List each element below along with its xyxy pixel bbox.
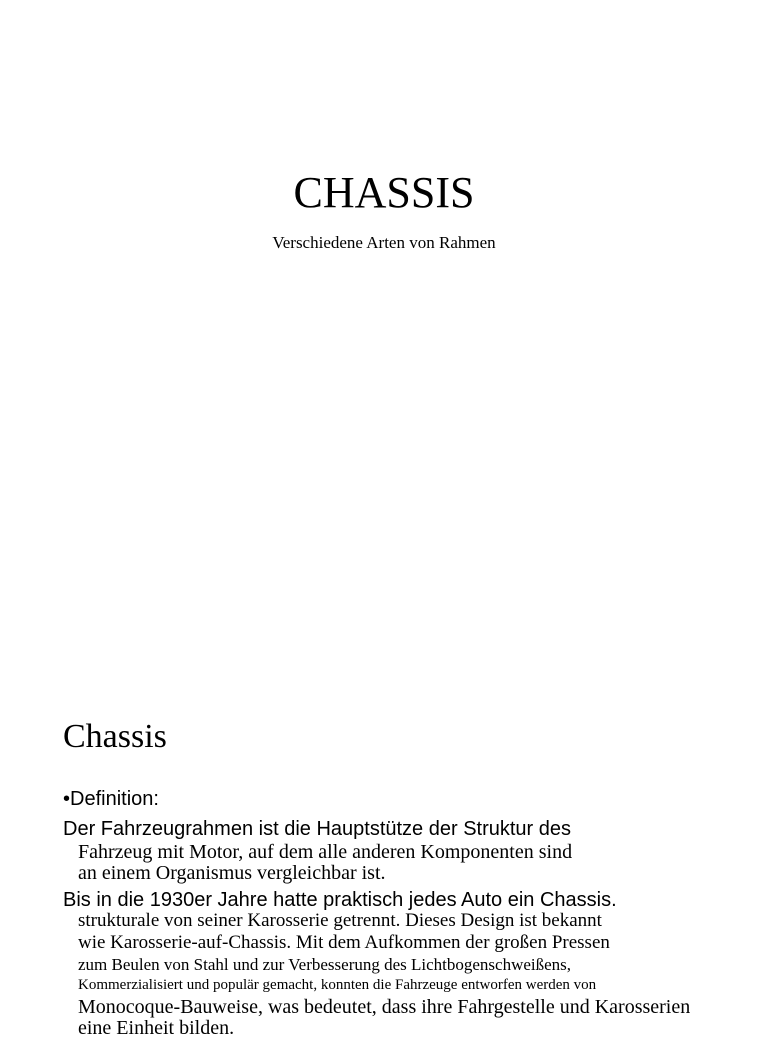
paragraph-2-line-6: Monocoque-Bauweise, was bedeutet, dass ihre Fahrgestelle und Karosserien xyxy=(78,996,691,1018)
paragraph-2-line-4: zum Beulen von Stahl und zur Verbesserung des Lichtbogenschweißens, xyxy=(78,955,572,974)
slide-subtitle: Verschiedene Arten von Rahmen xyxy=(272,233,496,252)
paragraph-2-line-1: Bis in die 1930er Jahre hatte praktisch jedes Auto ein Chassis. xyxy=(63,889,617,911)
slide-title: CHASSIS xyxy=(293,168,475,217)
paragraph-2-line-5: Kommerzialisiert und populär gemacht, konnten die Fahrzeuge entworfen werden von xyxy=(78,977,597,993)
paragraph-1-line-3: an einem Organismus vergleichbar ist. xyxy=(78,862,386,884)
definition-label: •Definition: xyxy=(63,788,159,810)
paragraph-2-line-7: eine Einheit bilden. xyxy=(78,1017,235,1039)
paragraph-2-line-2: strukturale von seiner Karosserie getrennt. Dieses Design ist bekannt xyxy=(78,910,602,931)
section-heading: Chassis xyxy=(63,718,167,755)
paragraph-2-line-3: wie Karosserie-auf-Chassis. Mit dem Aufkommen der großen Pressen xyxy=(78,932,610,953)
paragraph-1-line-2: Fahrzeug mit Motor, auf dem alle anderen Komponenten sind xyxy=(78,841,573,863)
paragraph-1-line-1: Der Fahrzeugrahmen ist die Hauptstütze der Struktur des xyxy=(63,818,572,840)
